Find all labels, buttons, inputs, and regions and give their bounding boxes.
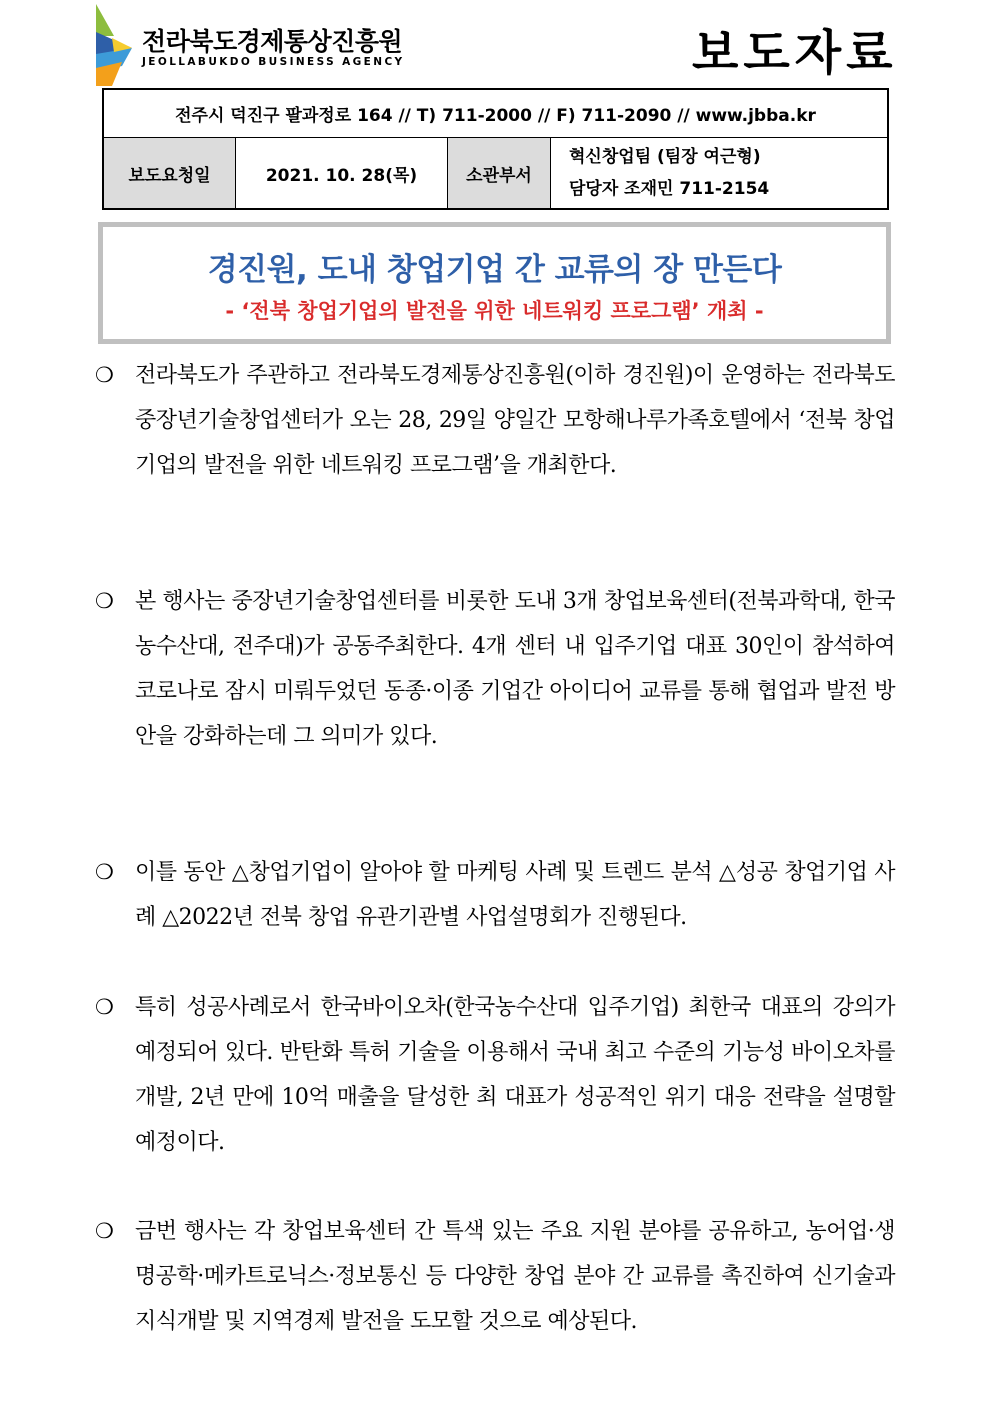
bullet-circle-icon: ❍	[95, 589, 114, 613]
department-team: 혁신창업팀 (팀장 여근형)	[569, 147, 761, 167]
request-date: 2021. 10. 28(목)	[236, 138, 448, 208]
org-name-english: JEOLLABUKDO BUSINESS AGENCY	[142, 56, 405, 68]
bullet-circle-icon: ❍	[95, 995, 114, 1019]
request-date-label: 보도요청일	[104, 138, 236, 208]
paragraph-text: 전라북도가 주관하고 전라북도경제통상진흥원(이하 경진원)이 운영하는 전라북도중장년기술창업센터가 오는 28, 29일 양일간 모항해나루가족호텔에서 ‘전북 창업기업의 발전을 위한 네트워킹 프로그램’을 개최한다.	[135, 363, 895, 478]
body-paragraph	[95, 353, 895, 488]
agency-logo	[92, 2, 405, 88]
department-contact: 담당자 조재민 711-2154	[569, 179, 770, 199]
document-type: 보도자료	[692, 25, 898, 81]
paragraph-text: 금번 행사는 각 창업보육센터 간 특색 있는 주요 지원 분야를 공유하고, 농어업·생명공학·메카트로닉스·정보통신 등 다양한 창업 분야 간 교류를 촉진하여 신기술과 지식개발 및 지역경제 발전을 도모할 것으로 예상된다.	[135, 1219, 895, 1334]
paragraph-text: 특히 성공사례로서 한국바이오차(한국농수산대 입주기업) 최한국 대표의 강의가 예정되어 있다. 반탄화 특허 기술을 이용해서 국내 최고 수준의 기능성 바이오차를 개발, 2년 만에 10억 매출을 달성한 최 대표가 성공적인 위기 대응 전략을 설명할 예정이다.	[135, 995, 895, 1155]
subheadline: - ‘전북 창업기업의 발전을 위한 네트워킹 프로그램’ 개최 -	[225, 299, 764, 323]
info-table	[102, 88, 889, 210]
org-name: 전라북도경제통상진흥원	[142, 27, 403, 56]
paragraph-text: 이틀 동안 △창업기업이 알아야 할 마케팅 사례 및 트렌드 분석 △성공 창업기업 사례 △2022년 전북 창업 유관기관별 사업설명회가 진행된다.	[135, 860, 895, 930]
department-label: 소관부서	[448, 138, 551, 208]
headline: 경진원, 도내 창업기업 간 교류의 장 만든다	[207, 252, 782, 288]
body-paragraph	[95, 985, 895, 1165]
department-info	[551, 138, 887, 208]
bullet-circle-icon: ❍	[95, 860, 114, 884]
agency-logo-icon	[92, 2, 140, 88]
bullet-circle-icon: ❍	[95, 363, 114, 387]
contact-address: 전주시 덕진구 팔과정로 164 // T) 711-2000 // F) 711-2090 // www.jbba.kr	[104, 90, 887, 138]
bullet-circle-icon: ❍	[95, 1219, 114, 1243]
body-paragraph	[95, 850, 895, 940]
body-paragraph	[95, 1209, 895, 1344]
body-paragraph	[95, 579, 895, 759]
title-box	[98, 222, 891, 344]
meta-row	[104, 138, 887, 208]
paragraph-text: 본 행사는 중장년기술창업센터를 비롯한 도내 3개 창업보육센터(전북과학대, 한국농수산대, 전주대)가 공동주최한다. 4개 센터 내 입주기업 대표 30인이 참석하여 코로나로 잠시 미뤄두었던 동종·이종 기업간 아이디어 교류를 통해 협업과 발전 방안을 강화하는데 그 의미가 있다.	[135, 589, 895, 749]
